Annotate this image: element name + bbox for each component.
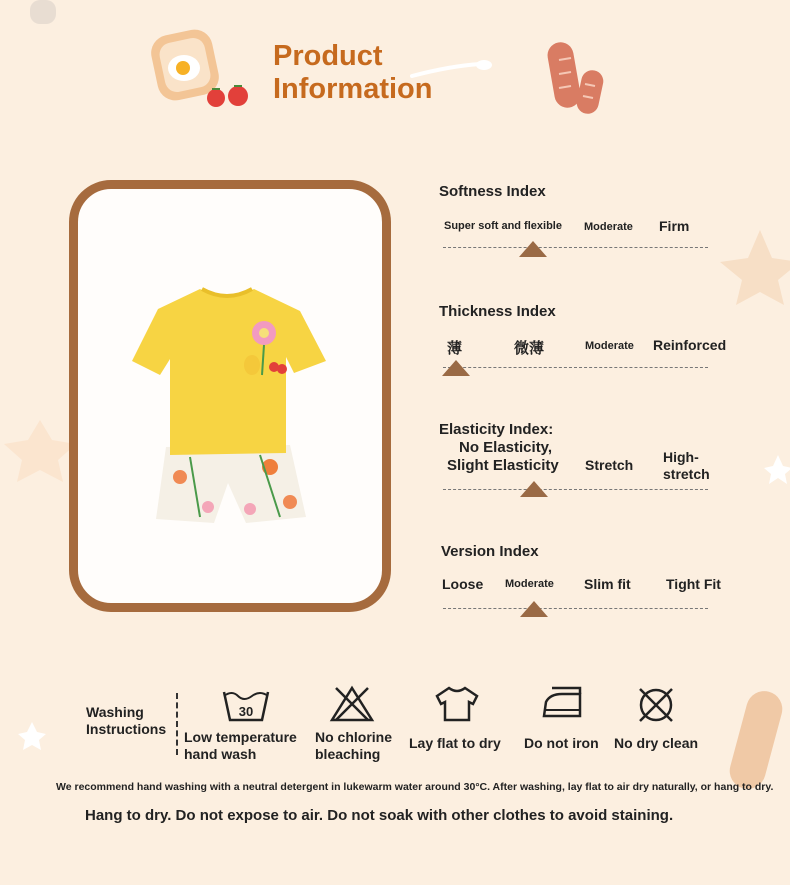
softness-label-firm: Firm bbox=[659, 218, 690, 234]
toast-egg-icon bbox=[150, 28, 260, 118]
softness-label-soft: Super soft and flexible bbox=[444, 220, 562, 232]
wash-basin-30-icon bbox=[220, 686, 272, 726]
wash-item-4-label: Do not iron bbox=[524, 735, 599, 751]
no-dry-clean-icon bbox=[630, 685, 682, 725]
no-bleach-icon bbox=[326, 684, 378, 724]
wash-item-1-line-1: Low temperature bbox=[184, 729, 297, 745]
version-label-slim: Slim fit bbox=[584, 576, 631, 592]
wash-item-5-label: No dry clean bbox=[614, 735, 699, 751]
version-label-moderate: Moderate bbox=[505, 578, 554, 590]
elasticity-title: Elasticity Index: bbox=[439, 421, 554, 438]
product-image bbox=[130, 277, 340, 537]
care-warning: Hang to dry. Do not expose to air. Do not soak with other clothes to avoid staining. bbox=[85, 807, 674, 824]
version-label-tight: Tight Fit bbox=[666, 576, 721, 592]
care-note: We recommend hand washing with a neutral detergent in lukewarm water around 30°C. After washing, lay flat to air dry naturally, or hang to dry. bbox=[56, 781, 774, 793]
product-frame bbox=[69, 180, 391, 612]
washing-heading-line-1: Washing bbox=[86, 704, 144, 720]
elasticity-label-slight: Slight Elasticity bbox=[447, 457, 559, 474]
thickness-title: Thickness Index bbox=[439, 303, 556, 320]
title-line-1: Product bbox=[273, 40, 383, 72]
wash-item-1-label bbox=[184, 729, 297, 763]
wash-item-1-line-2: hand wash bbox=[184, 746, 257, 762]
washing-heading-line-2: Instructions bbox=[86, 721, 167, 737]
version-title: Version Index bbox=[441, 543, 539, 560]
tshirt-flat-dry-icon bbox=[431, 684, 483, 724]
wash-item-3-label: Lay flat to dry bbox=[409, 735, 501, 751]
iron-crossed-icon bbox=[536, 682, 588, 722]
page-title bbox=[273, 40, 433, 106]
washing-divider bbox=[176, 693, 178, 755]
version-marker bbox=[520, 601, 548, 617]
thickness-marker bbox=[442, 360, 470, 376]
thickness-label-thin: 薄 bbox=[447, 339, 463, 357]
thickness-label-moderate: Moderate bbox=[585, 340, 634, 352]
softness-label-moderate: Moderate bbox=[584, 221, 633, 233]
wash-item-2-line-2: bleaching bbox=[315, 746, 381, 762]
title-line-2: Information bbox=[273, 73, 433, 105]
version-scale bbox=[443, 608, 708, 609]
thickness-label-slightly-thin: 微薄 bbox=[514, 339, 545, 357]
wash-item-2-label bbox=[315, 729, 392, 763]
thickness-scale bbox=[443, 367, 708, 368]
version-label-loose: Loose bbox=[442, 576, 484, 592]
elasticity-marker bbox=[520, 481, 548, 497]
wash-temp-badge: 30 bbox=[238, 704, 254, 719]
elasticity-label-high-2: stretch bbox=[663, 466, 710, 482]
elasticity-label-no: No Elasticity, bbox=[459, 439, 553, 456]
wash-item-2-line-1: No chlorine bbox=[315, 729, 393, 745]
elasticity-scale bbox=[443, 489, 708, 490]
elasticity-label-stretch: Stretch bbox=[585, 457, 634, 473]
softness-title: Softness Index bbox=[439, 183, 546, 200]
softness-marker bbox=[519, 241, 547, 257]
thickness-label-reinforced: Reinforced bbox=[653, 337, 727, 353]
sausage-icon bbox=[545, 40, 610, 120]
washing-heading bbox=[86, 704, 166, 738]
elasticity-label-high-1: High- bbox=[663, 449, 699, 465]
softness-scale bbox=[443, 247, 708, 248]
